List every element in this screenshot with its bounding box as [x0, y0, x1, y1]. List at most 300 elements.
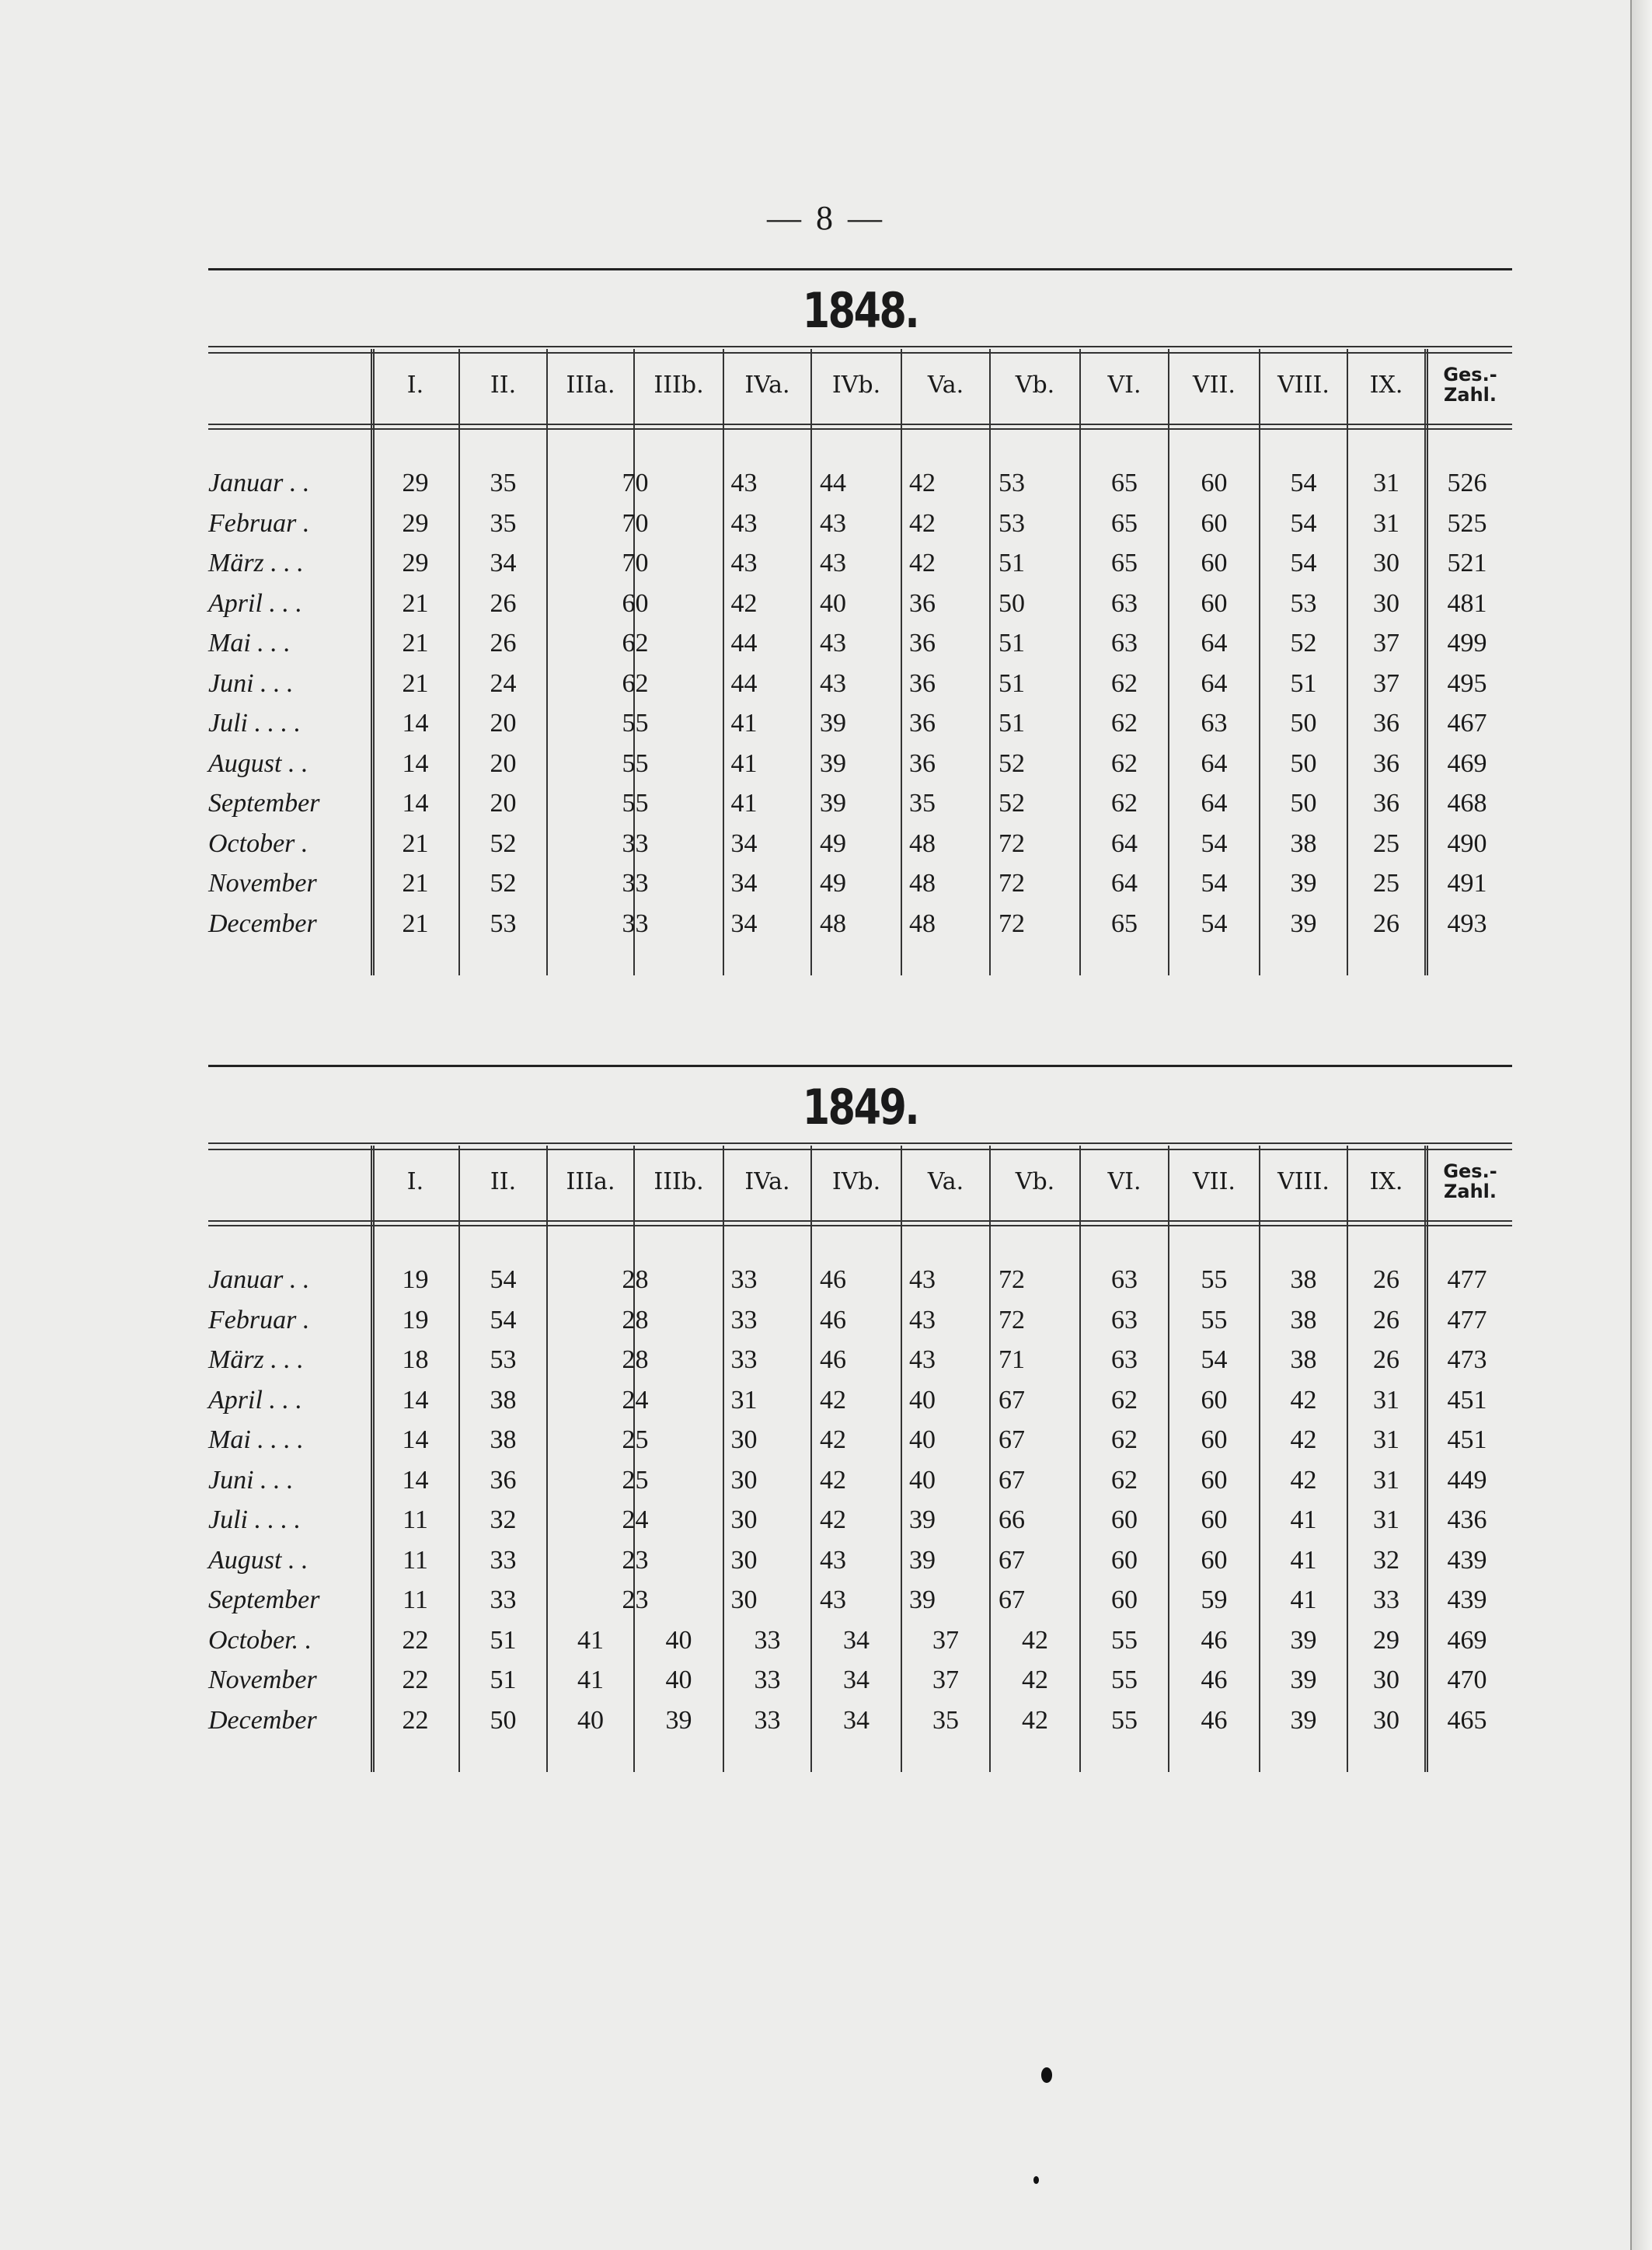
table-cell: 64 — [1201, 668, 1228, 698]
row-total: 499 — [1447, 629, 1487, 658]
table-cell: 53 — [1290, 588, 1317, 618]
table-cell: 67 — [999, 1465, 1025, 1495]
table-cell: 62 — [622, 668, 649, 698]
table-cell: 39 — [665, 1705, 692, 1735]
table-cell: 46 — [820, 1305, 846, 1334]
table-cell: 63 — [1111, 1305, 1138, 1334]
table-cell: 11 — [403, 1505, 428, 1534]
total-header: Ges.-Zahl. — [1443, 1160, 1497, 1202]
month-label: December — [208, 909, 317, 938]
row-total: 469 — [1447, 1625, 1487, 1655]
column-header: Vb. — [1015, 372, 1055, 399]
table-cell: 31 — [1373, 1385, 1399, 1415]
table-cell: 55 — [1111, 1705, 1138, 1735]
table-cell: 54 — [1201, 869, 1228, 898]
column-rule — [1259, 1146, 1260, 1772]
table-cell: 43 — [820, 549, 846, 577]
column-header: IIIa. — [566, 1168, 615, 1195]
table-cell: 42 — [820, 1465, 846, 1495]
table-cell: 55 — [1201, 1265, 1228, 1294]
table-cell: 46 — [820, 1265, 846, 1294]
table-cell: 60 — [1201, 1425, 1228, 1454]
column-rule — [1259, 349, 1260, 975]
table-cell: 46 — [1201, 1625, 1228, 1655]
month-label: Januar . . — [208, 469, 310, 497]
table-cell: 11 — [403, 1585, 428, 1614]
table-cell: 19 — [402, 1305, 429, 1334]
column-rule — [1424, 1146, 1428, 1772]
month-label: Juni . . . — [208, 1465, 294, 1495]
table-cell: 28 — [622, 1265, 649, 1294]
table-cell: 60 — [1201, 469, 1228, 497]
column-header: VI. — [1107, 372, 1141, 399]
table-cell: 50 — [1290, 748, 1317, 778]
column-rule — [371, 1146, 375, 1772]
month-label: März . . . — [208, 1345, 304, 1374]
table-cell: 72 — [999, 1305, 1025, 1334]
column-header: Va. — [927, 1168, 964, 1195]
table-cell: 46 — [820, 1345, 846, 1374]
table-cell: 20 — [490, 789, 517, 818]
table-cell: 40 — [909, 1465, 936, 1495]
table-cell: 53 — [999, 469, 1025, 497]
column-rule — [1168, 1146, 1169, 1772]
table-cell: 33 — [754, 1666, 781, 1694]
table-cell: 33 — [730, 1345, 758, 1374]
row-total: 439 — [1447, 1585, 1487, 1614]
table-cell: 43 — [909, 1345, 936, 1374]
table-cell: 62 — [622, 629, 649, 658]
table-cell: 64 — [1111, 828, 1138, 858]
table-cell: 38 — [1290, 1265, 1317, 1294]
table-cell: 63 — [1111, 1265, 1138, 1294]
table-cell: 60 — [1201, 1505, 1228, 1534]
table-cell: 65 — [1111, 508, 1138, 538]
table-cell: 48 — [909, 869, 936, 898]
table-cell: 50 — [1290, 709, 1317, 738]
table-cell: 43 — [820, 629, 846, 658]
table-cell: 39 — [1290, 1666, 1317, 1694]
table-cell: 34 — [730, 869, 758, 898]
month-label: April . . . — [208, 1385, 302, 1415]
table-cell: 39 — [909, 1545, 936, 1575]
table-cell: 46 — [1201, 1705, 1228, 1735]
column-header: Va. — [927, 372, 964, 399]
table-cell: 34 — [843, 1625, 870, 1655]
column-rule — [1347, 349, 1348, 975]
table-cell: 21 — [402, 668, 429, 698]
row-total: 451 — [1447, 1425, 1487, 1454]
table-cell: 41 — [730, 709, 758, 738]
table-cell: 48 — [820, 909, 846, 938]
month-label: Mai . . . — [208, 629, 291, 658]
table-cell: 72 — [999, 828, 1025, 858]
column-header: VIII. — [1277, 1168, 1330, 1195]
table-cell: 60 — [1111, 1585, 1138, 1614]
table-cell: 37 — [1373, 629, 1399, 658]
table-cell: 39 — [1290, 869, 1317, 898]
table-cell: 42 — [1022, 1625, 1048, 1655]
table-cell: 44 — [820, 469, 846, 497]
table-cell: 52 — [490, 869, 517, 898]
header-bottom-rule — [208, 1220, 1512, 1222]
column-header: VII. — [1193, 372, 1236, 399]
table-cell: 36 — [909, 748, 936, 778]
column-rule — [989, 1146, 991, 1772]
row-total: 449 — [1447, 1465, 1487, 1495]
table-cell: 41 — [577, 1625, 604, 1655]
table-cell: 43 — [820, 668, 846, 698]
table-cell: 42 — [909, 549, 936, 577]
column-rule — [810, 1146, 812, 1772]
table-cell: 21 — [402, 909, 429, 938]
row-total: 525 — [1447, 508, 1487, 538]
table-cell: 60 — [1201, 1385, 1228, 1415]
table-cell: 65 — [1111, 549, 1138, 577]
table-cell: 33 — [754, 1625, 781, 1655]
table-cell: 51 — [490, 1625, 517, 1655]
month-label: September — [208, 1585, 320, 1614]
month-label: October. . — [208, 1625, 312, 1655]
table-cell: 31 — [1373, 1425, 1399, 1454]
table-cell: 54 — [1290, 469, 1317, 497]
table-cell: 39 — [909, 1585, 936, 1614]
ink-speck — [1033, 2176, 1039, 2184]
table-cell: 33 — [622, 828, 649, 858]
table-cell: 35 — [490, 508, 517, 538]
row-total: 521 — [1447, 549, 1487, 577]
row-total: 481 — [1447, 588, 1487, 618]
table-cell: 72 — [999, 909, 1025, 938]
table-cell: 44 — [730, 668, 758, 698]
table-cell: 35 — [490, 469, 517, 497]
table-cell: 29 — [402, 549, 429, 577]
table-cell: 30 — [1373, 549, 1399, 577]
table-cell: 54 — [490, 1305, 517, 1334]
table-cell: 37 — [932, 1625, 959, 1655]
table-cell: 52 — [999, 748, 1025, 778]
table-cell: 51 — [999, 709, 1025, 738]
column-rule — [1347, 1146, 1348, 1772]
table-cell: 43 — [909, 1305, 936, 1334]
table-cell: 42 — [820, 1425, 846, 1454]
table-cell: 30 — [730, 1505, 758, 1534]
column-header: IVb. — [831, 372, 881, 399]
table-cell: 41 — [577, 1666, 604, 1694]
table-cell: 22 — [402, 1705, 429, 1735]
table-top-rule — [208, 1065, 1512, 1067]
table-cell: 49 — [820, 828, 846, 858]
table-cell: 55 — [622, 748, 649, 778]
page-edge — [1630, 0, 1652, 2250]
table-cell: 43 — [820, 508, 846, 538]
table-cell: 28 — [622, 1305, 649, 1334]
month-label: März . . . — [208, 549, 304, 577]
row-total: 436 — [1447, 1505, 1487, 1534]
column-header: I. — [406, 372, 424, 399]
month-label: Juni . . . — [208, 668, 294, 698]
row-total: 490 — [1447, 828, 1487, 858]
table-cell: 14 — [402, 748, 429, 778]
table-cell: 26 — [1373, 1345, 1399, 1374]
table-cell: 21 — [402, 828, 429, 858]
table-cell: 43 — [730, 469, 758, 497]
column-rule — [633, 1146, 635, 1772]
table-cell: 55 — [622, 709, 649, 738]
table-cell: 42 — [1290, 1425, 1317, 1454]
table-cell: 21 — [402, 629, 429, 658]
table-cell: 33 — [754, 1705, 781, 1735]
table-cell: 14 — [402, 789, 429, 818]
table-cell: 42 — [909, 469, 936, 497]
table-cell: 34 — [843, 1666, 870, 1694]
table-cell: 30 — [730, 1545, 758, 1575]
table-cell: 64 — [1201, 789, 1228, 818]
table-cell: 60 — [1201, 1465, 1228, 1495]
row-total: 477 — [1447, 1265, 1487, 1294]
table-cell: 64 — [1201, 629, 1228, 658]
month-label: August . . — [208, 748, 308, 778]
column-header: IX. — [1369, 1168, 1403, 1195]
table-cell: 38 — [1290, 1305, 1317, 1334]
column-header: IIIb. — [653, 372, 704, 399]
table-cell: 65 — [1111, 909, 1138, 938]
table-cell: 25 — [622, 1465, 649, 1495]
table-cell: 36 — [909, 588, 936, 618]
table-cell: 60 — [1111, 1505, 1138, 1534]
column-header: IVb. — [831, 1168, 881, 1195]
table-cell: 31 — [730, 1385, 758, 1415]
table-cell: 35 — [909, 789, 936, 818]
table-cell: 50 — [999, 588, 1025, 618]
column-rule — [1079, 1146, 1081, 1772]
table-cell: 63 — [1111, 588, 1138, 618]
table-cell: 53 — [999, 508, 1025, 538]
table-cell: 26 — [490, 629, 517, 658]
month-label: Januar . . — [208, 1265, 310, 1294]
table-cell: 20 — [490, 709, 517, 738]
row-total: 493 — [1447, 909, 1487, 938]
table-cell: 38 — [490, 1425, 517, 1454]
column-rule — [1168, 349, 1169, 975]
header-top-rule — [208, 1142, 1512, 1144]
table-cell: 30 — [1373, 588, 1399, 618]
row-total: 477 — [1447, 1305, 1487, 1334]
table-cell: 25 — [1373, 869, 1399, 898]
table-cell: 64 — [1201, 748, 1228, 778]
table-cell: 36 — [909, 629, 936, 658]
column-header: VI. — [1107, 1168, 1141, 1195]
table-cell: 24 — [622, 1505, 649, 1534]
row-total: 526 — [1447, 469, 1487, 497]
column-rule — [1424, 349, 1428, 975]
table-cell: 23 — [622, 1545, 649, 1575]
row-total: 469 — [1447, 748, 1487, 778]
column-header: IIIa. — [566, 372, 615, 399]
table-cell: 28 — [622, 1345, 649, 1374]
table-cell: 32 — [490, 1505, 517, 1534]
table-cell: 33 — [730, 1265, 758, 1294]
table-cell: 21 — [402, 869, 429, 898]
table-cell: 36 — [1373, 709, 1399, 738]
table-cell: 29 — [1373, 1625, 1399, 1655]
total-header: Ges.-Zahl. — [1443, 364, 1497, 406]
header-top-rule-2 — [208, 352, 1512, 354]
table-cell: 54 — [490, 1265, 517, 1294]
table-cell: 54 — [1201, 909, 1228, 938]
header-bottom-rule — [208, 424, 1512, 425]
table-cell: 41 — [730, 789, 758, 818]
page-number: — 8 — — [767, 199, 885, 237]
table-1849 — [208, 1065, 1512, 1799]
table-cell: 53 — [490, 1345, 517, 1374]
row-total: 473 — [1447, 1345, 1487, 1374]
table-cell: 32 — [1373, 1545, 1399, 1575]
table-cell: 67 — [999, 1585, 1025, 1614]
table-cell: 14 — [402, 709, 429, 738]
table-cell: 14 — [402, 1385, 429, 1415]
table-cell: 52 — [490, 828, 517, 858]
table-cell: 48 — [909, 828, 936, 858]
table-cell: 40 — [665, 1666, 692, 1694]
row-total: 467 — [1447, 709, 1487, 738]
table-cell: 42 — [1022, 1666, 1048, 1694]
table-cell: 24 — [490, 668, 517, 698]
table-cell: 60 — [1201, 549, 1228, 577]
table-cell: 41 — [1290, 1585, 1317, 1614]
row-total: 495 — [1447, 668, 1487, 698]
table-cell: 60 — [1201, 1545, 1228, 1575]
table-cell: 39 — [820, 709, 846, 738]
table-cell: 30 — [730, 1585, 758, 1614]
table-cell: 62 — [1111, 1385, 1138, 1415]
table-cell: 55 — [1111, 1625, 1138, 1655]
table-cell: 43 — [820, 1545, 846, 1575]
table-cell: 59 — [1201, 1585, 1228, 1614]
table-cell: 33 — [490, 1585, 517, 1614]
table-cell: 60 — [1111, 1545, 1138, 1575]
table-cell: 63 — [1201, 709, 1228, 738]
column-header: Vb. — [1015, 1168, 1055, 1195]
table-cell: 41 — [730, 748, 758, 778]
table-cell: 42 — [1290, 1465, 1317, 1495]
table-cell: 33 — [730, 1305, 758, 1334]
table-cell: 72 — [999, 1265, 1025, 1294]
table-cell: 30 — [1373, 1666, 1399, 1694]
month-label: November — [208, 869, 317, 898]
table-cell: 63 — [1111, 629, 1138, 658]
table-cell: 62 — [1111, 1425, 1138, 1454]
table-cell: 70 — [622, 469, 649, 497]
row-total: 439 — [1447, 1545, 1487, 1575]
table-cell: 39 — [1290, 1625, 1317, 1655]
table-cell: 62 — [1111, 709, 1138, 738]
table-cell: 26 — [1373, 1265, 1399, 1294]
table-cell: 22 — [402, 1666, 429, 1694]
table-cell: 36 — [490, 1465, 517, 1495]
table-cell: 42 — [730, 588, 758, 618]
column-header: I. — [406, 1168, 424, 1195]
table-cell: 46 — [1201, 1666, 1228, 1694]
month-label: December — [208, 1705, 317, 1735]
table-cell: 14 — [402, 1465, 429, 1495]
table-cell: 39 — [1290, 1705, 1317, 1735]
table-cell: 21 — [402, 588, 429, 618]
month-label: Mai . . . . — [208, 1425, 304, 1454]
column-header: VIII. — [1277, 372, 1330, 399]
table-cell: 70 — [622, 508, 649, 538]
header-bottom-rule-2 — [208, 1225, 1512, 1226]
table-cell: 30 — [730, 1465, 758, 1495]
table-cell: 42 — [909, 508, 936, 538]
table-cell: 20 — [490, 748, 517, 778]
table-cell: 43 — [730, 549, 758, 577]
table-cell: 23 — [622, 1585, 649, 1614]
table-cell: 34 — [730, 909, 758, 938]
table-cell: 72 — [999, 869, 1025, 898]
table-cell: 34 — [490, 549, 517, 577]
table-cell: 52 — [999, 789, 1025, 818]
column-header: IIIb. — [653, 1168, 704, 1195]
table-cell: 51 — [490, 1666, 517, 1694]
table-cell: 67 — [999, 1425, 1025, 1454]
row-total: 465 — [1447, 1705, 1487, 1735]
table-cell: 33 — [622, 869, 649, 898]
column-header: IVa. — [744, 372, 790, 399]
table-cell: 53 — [490, 909, 517, 938]
table-cell: 42 — [820, 1385, 846, 1415]
table-cell: 29 — [402, 508, 429, 538]
month-label: Juli . . . . — [208, 1505, 301, 1534]
table-cell: 30 — [730, 1425, 758, 1454]
table-1848 — [208, 268, 1512, 1003]
table-cell: 62 — [1111, 748, 1138, 778]
column-rule — [371, 349, 375, 975]
month-label: November — [208, 1666, 317, 1694]
table-cell: 62 — [1111, 789, 1138, 818]
table-top-rule — [208, 268, 1512, 270]
column-rule — [546, 349, 548, 975]
table-cell: 24 — [622, 1385, 649, 1415]
month-label: August . . — [208, 1545, 308, 1575]
column-rule — [723, 1146, 724, 1772]
column-header: II. — [490, 1168, 517, 1195]
table-cell: 55 — [1111, 1666, 1138, 1694]
table-cell: 31 — [1373, 469, 1399, 497]
table-cell: 55 — [622, 789, 649, 818]
table-cell: 36 — [909, 709, 936, 738]
table-cell: 34 — [730, 828, 758, 858]
table-cell: 36 — [909, 668, 936, 698]
table-cell: 40 — [909, 1385, 936, 1415]
table-cell: 22 — [402, 1625, 429, 1655]
table-cell: 66 — [999, 1505, 1025, 1534]
table-cell: 31 — [1373, 1465, 1399, 1495]
header-top-rule-2 — [208, 1149, 1512, 1150]
table-cell: 33 — [1373, 1585, 1399, 1614]
month-label: April . . . — [208, 588, 302, 618]
row-total: 451 — [1447, 1385, 1487, 1415]
table-cell: 38 — [490, 1385, 517, 1415]
table-cell: 67 — [999, 1545, 1025, 1575]
table-cell: 42 — [1022, 1705, 1048, 1735]
table-cell: 39 — [820, 748, 846, 778]
table-cell: 39 — [820, 789, 846, 818]
table-cell: 37 — [1373, 668, 1399, 698]
table-cell: 67 — [999, 1385, 1025, 1415]
table-cell: 54 — [1290, 508, 1317, 538]
table-cell: 50 — [1290, 789, 1317, 818]
